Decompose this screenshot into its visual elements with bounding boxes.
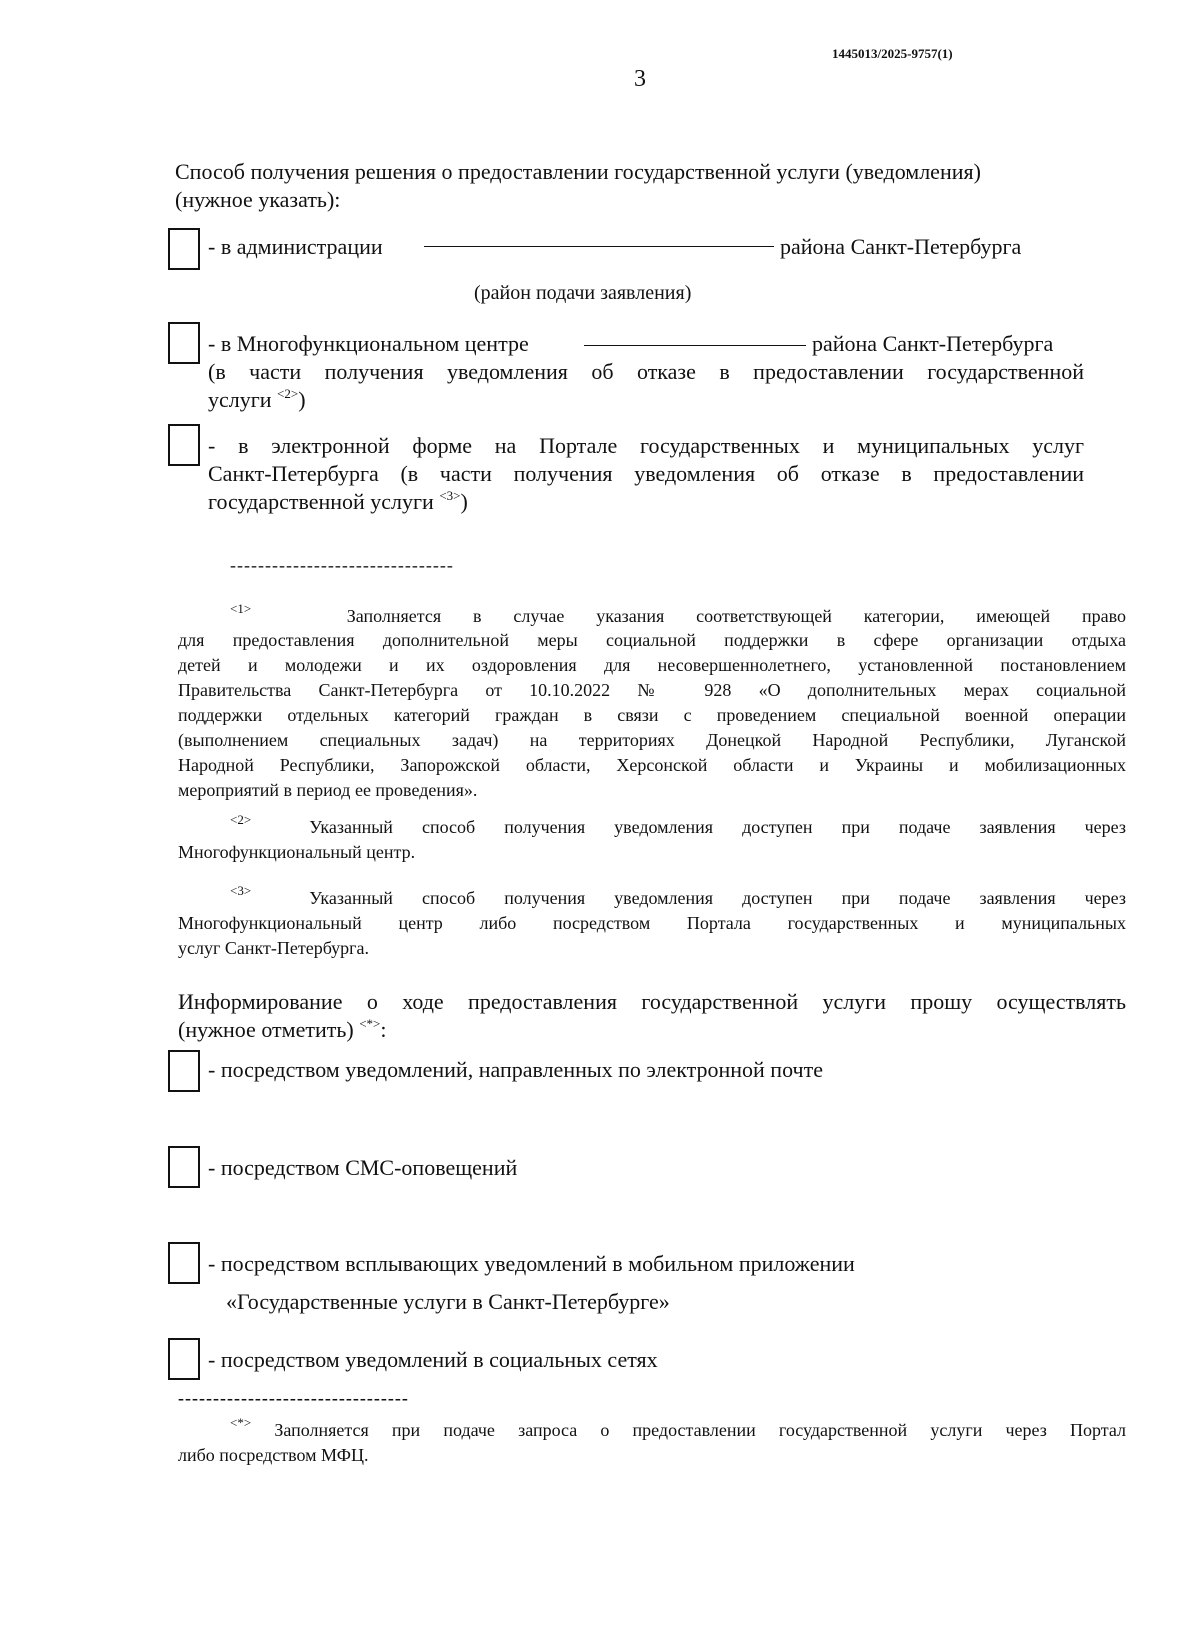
opt-portal-line2: Санкт-Петербурга (в части получения уведомления об отказе в предоставлении	[208, 461, 1084, 486]
district-blank-line[interactable]	[424, 246, 774, 247]
footnote-1-line4: Правительства Санкт-Петербурга от 10.10.2022 № 928 «О дополнительных мерах социальной	[178, 680, 1126, 700]
footnote-star-line1: <*> Заполняется при подаче запроса о предоставлении государственной услуги через Портал	[230, 1415, 1126, 1440]
footnote-1-line5: поддержки отдельных категорий граждан в связи с проведением специальной военной операции	[178, 705, 1126, 725]
inform-heading-line1: Информирование о ходе предоставления государственной услуги прошу осуществлять	[178, 989, 1126, 1014]
footnote-star-line2: либо посредством МФЦ.	[178, 1445, 369, 1465]
opt-push-line1: - посредством всплывающих уведомлений в мобильном приложении	[208, 1251, 855, 1276]
checkbox-mfc[interactable]	[168, 322, 200, 364]
opt-administration-prefix: - в администрации	[208, 234, 383, 259]
district-hint: (район подачи заявления)	[474, 282, 692, 304]
method-heading-line1: Способ получения решения о предоставлении государственной услуги (уведомления)	[175, 159, 981, 184]
inform-heading-line2: (нужное отметить) <*>:	[178, 1016, 387, 1042]
opt-mfc-line3: услуги $^{<2>}$)	[208, 386, 306, 412]
footnote-3-line2: Многофункциональный центр либо посредством Портала государственных и муниципальных	[178, 913, 1126, 933]
footnote-star-marker: <*>	[230, 1415, 252, 1430]
checkbox-push[interactable]	[168, 1242, 200, 1284]
opt-social: - посредством уведомлений в социальных сетях	[208, 1347, 658, 1372]
opt-email: - посредством уведомлений, направленных по электронной почте	[208, 1057, 823, 1082]
footnote-3-line1: $^{<3>}$ Указанный способ получения уведомления доступен при подаче заявления через	[230, 883, 1126, 908]
footnote-ref-star: <*>	[359, 1016, 381, 1031]
footnote-1-line1: $^{<1>}$ Заполняется в случае указания соответствующей категории, имеющей право	[230, 601, 1127, 626]
checkbox-portal[interactable]	[168, 424, 200, 466]
opt-portal-line3: государственной услуги $^{<3>}$)	[208, 488, 468, 514]
footnote-1-line3: детей и молодежи и их оздоровления для несовершеннолетнего, установленной постановлением	[178, 655, 1126, 675]
footnote-3-marker: <3>	[230, 883, 252, 898]
footnote-1-line2: для предоставления дополнительной меры социальной поддержки в сфере организации отдыха	[178, 630, 1126, 650]
page-number: 3	[634, 66, 646, 92]
footnote-2-line2: Многофункциональный центр.	[178, 842, 416, 862]
footnote-2-marker: <2>	[230, 812, 252, 827]
footnote-3-line3: услуг Санкт-Петербурга.	[178, 938, 370, 958]
checkbox-email[interactable]	[168, 1050, 200, 1092]
opt-mfc-line2: (в части получения уведомления об отказе в предоставлении государственной	[208, 359, 1084, 384]
footnote-2-line1: $^{<2>}$ Указанный способ получения уведомления доступен при подаче заявления через	[230, 812, 1126, 837]
footnote-ref-2: <2>	[277, 386, 299, 401]
mfc-district-blank-line[interactable]	[584, 345, 806, 346]
opt-push-line2: «Государственные услуги в Санкт-Петербурге»	[226, 1289, 670, 1314]
checkbox-administration[interactable]	[168, 228, 200, 270]
opt-mfc-line1-prefix: - в Многофункциональном центре	[208, 331, 529, 356]
checkbox-sms[interactable]	[168, 1146, 200, 1188]
method-heading-line2: (нужное указать):	[175, 187, 341, 212]
opt-mfc-line1-suffix: района Санкт-Петербурга	[812, 331, 1054, 356]
checkbox-social[interactable]	[168, 1338, 200, 1380]
footnote-separator: --------------------------------	[230, 555, 454, 575]
opt-portal-line1: - в электронной форме на Портале государственных и муниципальных услуг	[208, 433, 1084, 458]
opt-sms: - посредством СМС-оповещений	[208, 1155, 518, 1180]
footnote-separator-2: ---------------------------------	[178, 1388, 409, 1408]
footnote-1-line7: Народной Республики, Запорожской области, Херсонской области и Украины и мобилизационных	[178, 755, 1126, 775]
footnote-1-marker: <1>	[230, 601, 252, 616]
footnote-ref-3: <3>	[439, 488, 461, 503]
document-number: 1445013/2025-9757(1)	[832, 46, 953, 61]
footnote-1-line6: (выполнением специальных задач) на территориях Донецкой Народной Республики, Луганской	[178, 730, 1126, 750]
opt-administration-suffix: района Санкт-Петербурга	[780, 234, 1022, 259]
footnote-1-line8: мероприятий в период ее проведения».	[178, 780, 478, 800]
